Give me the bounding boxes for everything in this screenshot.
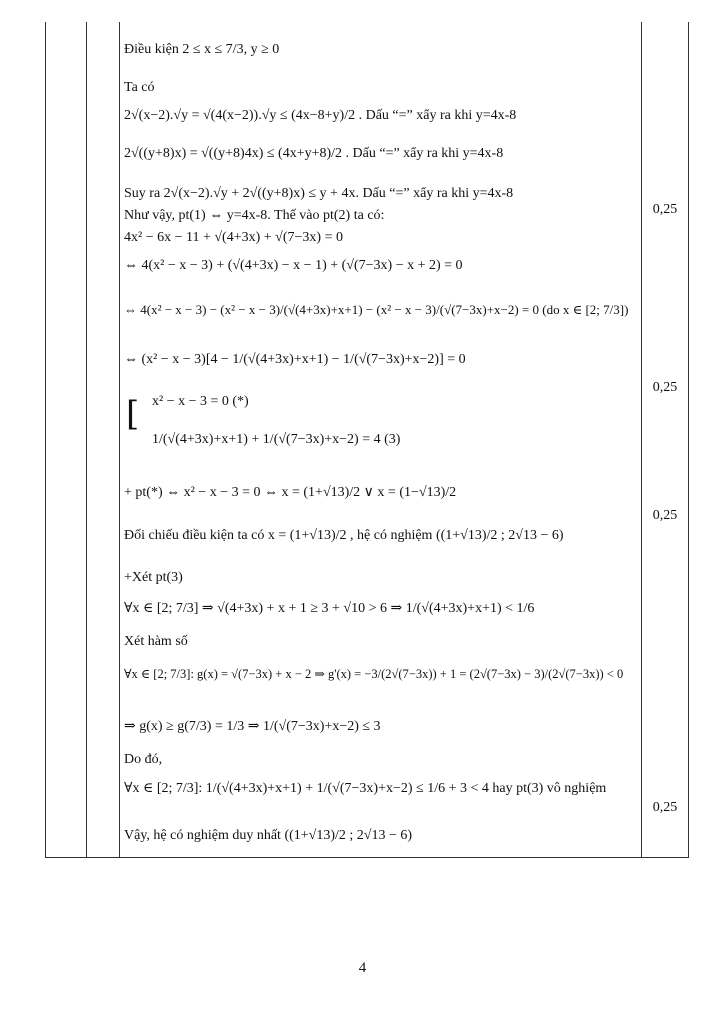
equation-line: ⇔ 4(x² − x − 3) + (√(4+3x) − x − 1) + (√(7−3x) − x + 2) = 0 [124,258,463,273]
equation-line: 1/(√(4+3x)+x+1) + 1/(√(7−3x)+x−2) = 4 (3) [152,432,401,447]
table-column-divider [641,22,642,858]
inequality-line: 2√((y+8)x) = √((y+8)4x) ≤ (4x+y+8)/2 . Dấu “=” xẩy ra khi y=4x-8 [124,146,504,161]
equation-line: ⇔ (x² − x − 3)[4 − 1/(√(4+3x)+x+1) − 1/(√(7−3x)+x−2)] = 0 [124,352,466,367]
table-border-left [45,22,46,858]
equation-line: ⇒ g(x) ≥ g(7/3) = 1/3 ⇒ 1/(√(7−3x)+x−2) ≤ 3 [124,719,381,734]
equation-line: x² − x − 3 = 0 (*) [152,394,249,409]
equation-line: ∀x ∈ [2; 7/3]: 1/(√(4+3x)+x+1) + 1/(√(7−3x)+x−2) ≤ 1/6 + 3 < 4 hay pt(3) vô nghiệm [124,781,607,796]
text-line: +Xét pt(3) [124,570,183,585]
inequality-line: 2√(x−2).√y = √(4(x−2)).√y ≤ (4x−8+y)/2 . Dấu “=” xẩy ra khi y=4x-8 [124,108,517,123]
inequality-line: Suy ra 2√(x−2).√y + 2√((y+8)x) ≤ y + 4x. Dấu “=” xẩy ra khi y=4x-8 [124,186,514,201]
score-cell: 0,25 [652,202,678,217]
condition-line: Điều kiện 2 ≤ x ≤ 7/3, y ≥ 0 [124,42,280,57]
table-column-divider [86,22,87,858]
system-bracket: [ [126,394,140,434]
text-line: Xét hàm số [124,634,188,649]
score-cell: 0,25 [652,800,678,815]
conclusion-line: Vậy, hệ có nghiệm duy nhất ((1+√13)/2 ; 2√13 − 6) [124,828,413,843]
answer-table [45,22,689,858]
text-line: Do đó, [124,752,163,767]
score-cell: 0,25 [652,508,678,523]
equation-line: ∀x ∈ [2; 7/3] ⇒ √(4+3x) + x + 1 ≥ 3 + √10 > 6 ⇒ 1/(√(4+3x)+x+1) < 1/6 [124,601,535,616]
page-number: 4 [358,960,367,976]
equation-line: + pt(*) ⇔ x² − x − 3 = 0 ⇔ x = (1+√13)/2 ∨ x = (1−√13)/2 [124,485,457,500]
table-column-divider [119,22,120,858]
table-border-bottom [45,857,689,858]
equation-line: 4x² − 6x − 11 + √(4+3x) + √(7−3x) = 0 [124,230,343,245]
text-line: Đối chiếu điều kiện ta có x = (1+√13)/2 , hệ có nghiệm ((1+√13)/2 ; 2√13 − 6) [124,528,564,543]
score-cell: 0,25 [652,380,678,395]
text-line: Ta có [124,80,155,95]
text-line: Như vậy, pt(1) ⇔ y=4x-8. Thế vào pt(2) ta có: [124,208,385,223]
table-border-right [688,22,689,858]
equation-line: ∀x ∈ [2; 7/3]: g(x) = √(7−3x) + x − 2 ⇒ g'(x) = −3/(2√(7−3x)) + 1 = (2√(7−3x) − 3)/(2√(7−3x)) < 0 [124,667,624,681]
equation-line: ⇔ 4(x² − x − 3) − (x² − x − 3)/(√(4+3x)+x+1) − (x² − x − 3)/(√(7−3x)+x−2) = 0 (do x ∈ [2; 7/3]) [124,302,629,317]
